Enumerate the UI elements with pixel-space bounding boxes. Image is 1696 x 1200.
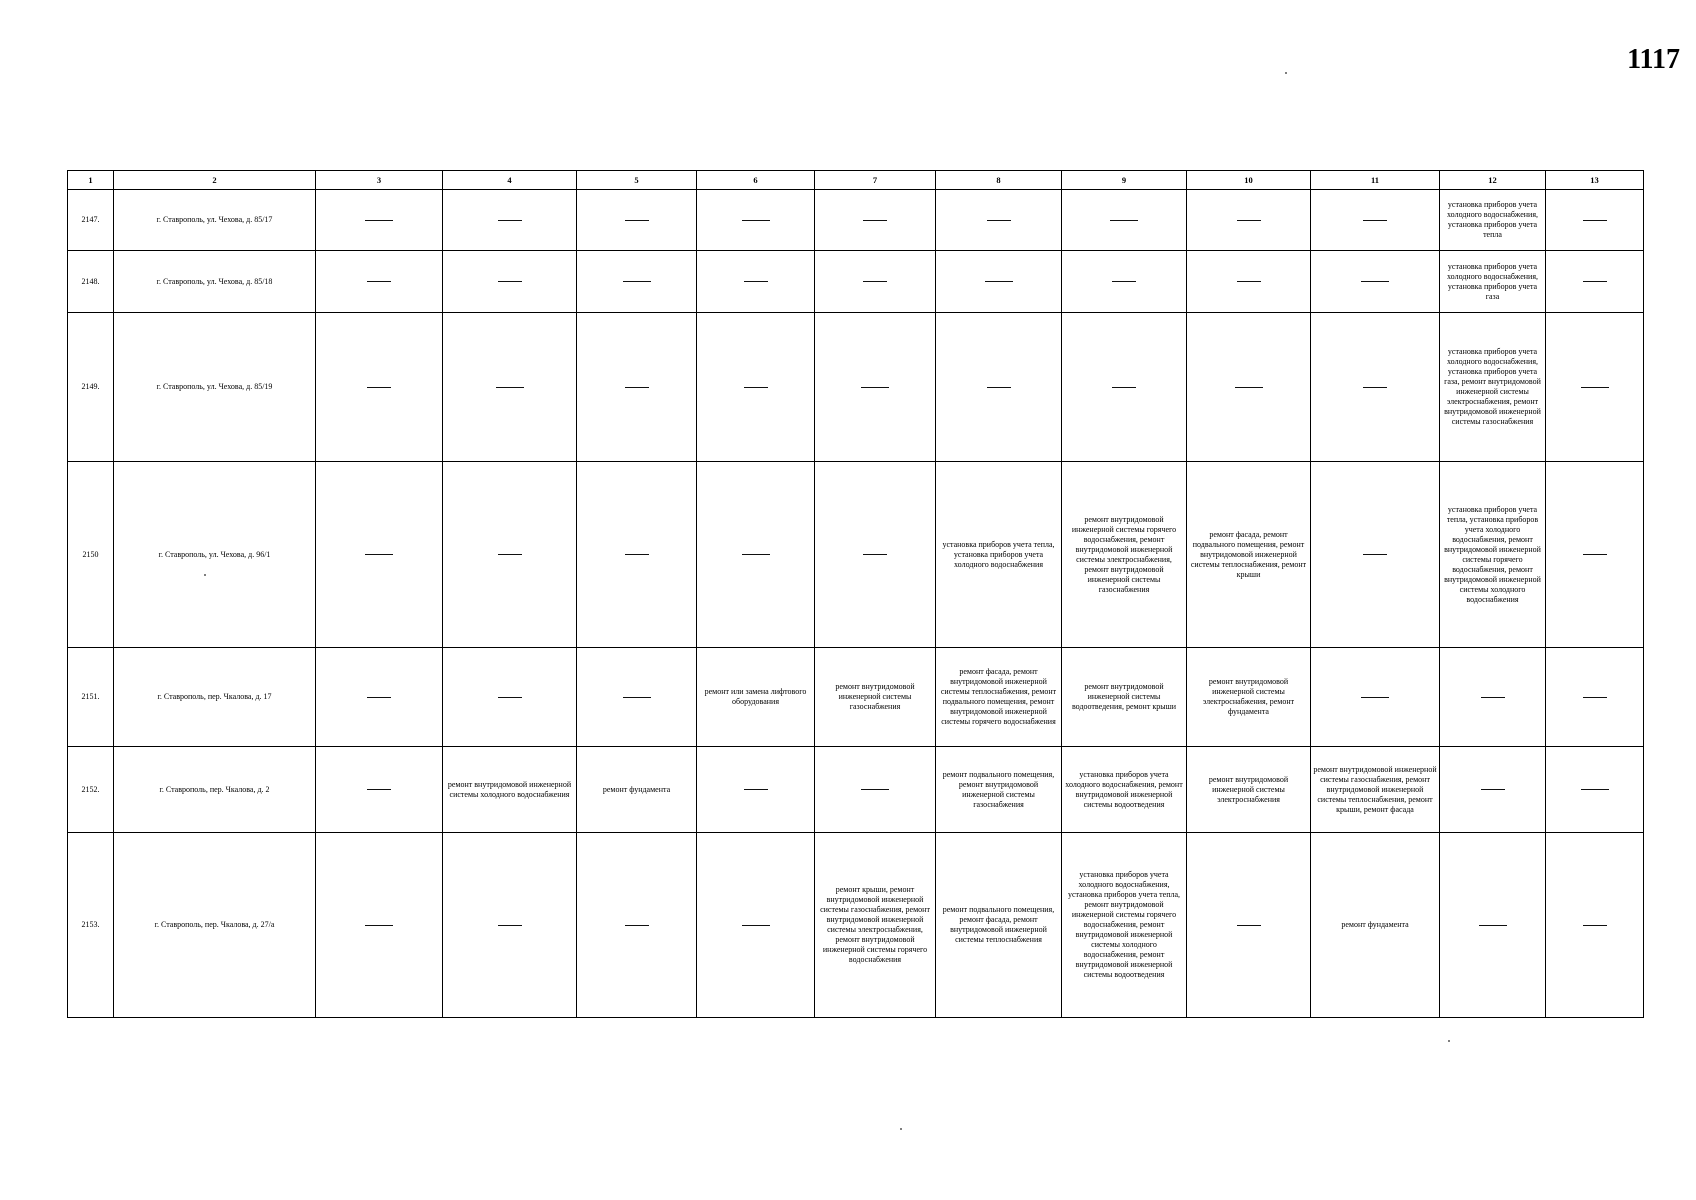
dash-mark bbox=[1237, 925, 1261, 926]
row-number: 2152. bbox=[68, 747, 114, 833]
dash-mark bbox=[365, 554, 393, 555]
empty-dash-cell bbox=[697, 833, 815, 1018]
work-description-cell: ремонт внутридомовой инженерной системы водоотведения, ремонт крыши bbox=[1062, 648, 1187, 747]
dash-mark bbox=[1481, 697, 1505, 698]
column-header: 9 bbox=[1062, 171, 1187, 190]
column-header: 13 bbox=[1546, 171, 1644, 190]
dash-mark bbox=[1583, 925, 1607, 926]
empty-dash-cell bbox=[316, 190, 443, 251]
empty-dash-cell bbox=[1546, 833, 1644, 1018]
address-cell: г. Ставрополь, ул. Чехова, д. 85/19 bbox=[114, 313, 316, 462]
table-row bbox=[68, 251, 1644, 313]
empty-dash-cell bbox=[697, 313, 815, 462]
dash-mark bbox=[365, 925, 393, 926]
dash-mark bbox=[367, 697, 391, 698]
dash-mark bbox=[1361, 697, 1389, 698]
empty-dash-cell bbox=[1311, 251, 1440, 313]
empty-dash-cell bbox=[577, 648, 697, 747]
empty-dash-cell bbox=[316, 313, 443, 462]
address-cell: г. Ставрополь, пер. Чкалова, д. 2 bbox=[114, 747, 316, 833]
dash-mark bbox=[987, 220, 1011, 221]
empty-dash-cell bbox=[577, 190, 697, 251]
empty-dash-cell bbox=[1546, 313, 1644, 462]
empty-dash-cell bbox=[577, 313, 697, 462]
dash-mark bbox=[625, 387, 649, 388]
dash-mark bbox=[1581, 789, 1609, 790]
dash-mark bbox=[744, 387, 768, 388]
dash-mark bbox=[1237, 281, 1261, 282]
row-number: 2153. bbox=[68, 833, 114, 1018]
dash-mark bbox=[1583, 281, 1607, 282]
work-description-cell: ремонт внутридомовой инженерной системы электроснабжения bbox=[1187, 747, 1311, 833]
row-number: 2147. bbox=[68, 190, 114, 251]
empty-dash-cell bbox=[936, 313, 1062, 462]
empty-dash-cell bbox=[936, 190, 1062, 251]
dash-mark bbox=[863, 220, 887, 221]
column-header: 7 bbox=[815, 171, 936, 190]
work-description-cell: ремонт подвального помещения, ремонт фасада, ремонт внутридомовой инженерной системы теплоснабжения bbox=[936, 833, 1062, 1018]
empty-dash-cell bbox=[443, 190, 577, 251]
empty-dash-cell bbox=[577, 251, 697, 313]
table-row bbox=[68, 462, 1644, 648]
empty-dash-cell bbox=[1546, 251, 1644, 313]
empty-dash-cell bbox=[1546, 648, 1644, 747]
empty-dash-cell bbox=[1311, 462, 1440, 648]
dash-mark bbox=[365, 220, 393, 221]
dash-mark bbox=[1581, 387, 1609, 388]
empty-dash-cell bbox=[1546, 190, 1644, 251]
dash-mark bbox=[625, 925, 649, 926]
work-description-cell: ремонт фасада, ремонт внутридомовой инженерной системы теплоснабжения, ремонт подвального помещения, ремонт внутридомовой инженерной системы горячего водоснабжения bbox=[936, 648, 1062, 747]
row-number: 2151. bbox=[68, 648, 114, 747]
repair-register-table bbox=[67, 170, 1644, 1018]
scan-speck bbox=[1285, 72, 1287, 74]
work-description-cell: ремонт крыши, ремонт внутридомовой инженерной системы газоснабжения, ремонт внутридомовой инженерной системы электроснабжения, ремонт внутридомовой инженерной системы горячего водоснабжения bbox=[815, 833, 936, 1018]
dash-mark bbox=[498, 697, 522, 698]
dash-mark bbox=[744, 281, 768, 282]
work-description-cell: ремонт подвального помещения, ремонт внутридомовой инженерной системы газоснабжения bbox=[936, 747, 1062, 833]
work-description-cell: ремонт фасада, ремонт подвального помещения, ремонт внутридомовой инженерной системы теплоснабжения, ремонт крыши bbox=[1187, 462, 1311, 648]
address-cell: г. Ставрополь, пер. Чкалова, д. 17 bbox=[114, 648, 316, 747]
empty-dash-cell bbox=[1311, 313, 1440, 462]
empty-dash-cell bbox=[1440, 747, 1546, 833]
work-description-cell: установка приборов учета тепла, установка приборов учета холодного водоснабжения bbox=[936, 462, 1062, 648]
empty-dash-cell bbox=[443, 648, 577, 747]
dash-mark bbox=[1583, 220, 1607, 221]
empty-dash-cell bbox=[577, 462, 697, 648]
empty-dash-cell bbox=[697, 747, 815, 833]
dash-mark bbox=[744, 789, 768, 790]
work-description-cell: установка приборов учета тепла, установка приборов учета холодного водоснабжения, ремонт внутридомовой инженерной системы горячего водоснабжения, ремонт внутридомовой инженерной системы холодного водоснабжения bbox=[1440, 462, 1546, 648]
table-row bbox=[68, 313, 1644, 462]
dash-mark bbox=[742, 925, 770, 926]
empty-dash-cell bbox=[316, 462, 443, 648]
dash-mark bbox=[367, 387, 391, 388]
empty-dash-cell bbox=[443, 313, 577, 462]
empty-dash-cell bbox=[1311, 648, 1440, 747]
dash-mark bbox=[1363, 554, 1387, 555]
empty-dash-cell bbox=[1187, 251, 1311, 313]
column-header: 4 bbox=[443, 171, 577, 190]
scan-speck bbox=[900, 1128, 902, 1130]
address-cell: г. Ставрополь, ул. Чехова, д. 96/1 bbox=[114, 462, 316, 648]
dash-mark bbox=[1112, 387, 1136, 388]
column-header: 12 bbox=[1440, 171, 1546, 190]
empty-dash-cell bbox=[1311, 190, 1440, 251]
table-row bbox=[68, 190, 1644, 251]
empty-dash-cell bbox=[1546, 462, 1644, 648]
empty-dash-cell bbox=[1187, 833, 1311, 1018]
dash-mark bbox=[496, 387, 524, 388]
work-description-cell: установка приборов учета холодного водоснабжения, установка приборов учета тепла bbox=[1440, 190, 1546, 251]
empty-dash-cell bbox=[1062, 251, 1187, 313]
work-description-cell: ремонт внутридомовой инженерной системы газоснабжения bbox=[815, 648, 936, 747]
table-row bbox=[68, 833, 1644, 1018]
empty-dash-cell bbox=[1440, 833, 1546, 1018]
empty-dash-cell bbox=[815, 462, 936, 648]
empty-dash-cell bbox=[443, 462, 577, 648]
dash-mark bbox=[498, 554, 522, 555]
empty-dash-cell bbox=[577, 833, 697, 1018]
empty-dash-cell bbox=[697, 251, 815, 313]
dash-mark bbox=[742, 554, 770, 555]
dash-mark bbox=[1112, 281, 1136, 282]
column-header: 8 bbox=[936, 171, 1062, 190]
dash-mark bbox=[1361, 281, 1389, 282]
work-description-cell: ремонт фундамента bbox=[577, 747, 697, 833]
column-header: 1 bbox=[68, 171, 114, 190]
dash-mark bbox=[367, 281, 391, 282]
work-description-cell: ремонт внутридомовой инженерной системы электроснабжения, ремонт фундамента bbox=[1187, 648, 1311, 747]
empty-dash-cell bbox=[815, 313, 936, 462]
dash-mark bbox=[1481, 789, 1505, 790]
empty-dash-cell bbox=[936, 251, 1062, 313]
address-cell: г. Ставрополь, ул. Чехова, д. 85/18 bbox=[114, 251, 316, 313]
address-cell: г. Ставрополь, пер. Чкалова, д. 27/а bbox=[114, 833, 316, 1018]
column-header: 11 bbox=[1311, 171, 1440, 190]
empty-dash-cell bbox=[1187, 190, 1311, 251]
dash-mark bbox=[1363, 220, 1387, 221]
dash-mark bbox=[861, 387, 889, 388]
address-cell: г. Ставрополь, ул. Чехова, д. 85/17 bbox=[114, 190, 316, 251]
dash-mark bbox=[987, 387, 1011, 388]
empty-dash-cell bbox=[1187, 313, 1311, 462]
dash-mark bbox=[625, 554, 649, 555]
page-number: 1117 bbox=[1627, 44, 1680, 75]
dash-mark bbox=[985, 281, 1013, 282]
work-description-cell: ремонт внутридомовой инженерной системы горячего водоснабжения, ремонт внутридомовой инженерной системы электроснабжения, ремонт внутридомовой инженерной системы газоснабжения bbox=[1062, 462, 1187, 648]
column-header: 3 bbox=[316, 171, 443, 190]
work-description-cell: установка приборов учета холодного водоснабжения, ремонт внутридомовой инженерной системы водоотведения bbox=[1062, 747, 1187, 833]
dash-mark bbox=[1479, 925, 1507, 926]
empty-dash-cell bbox=[316, 648, 443, 747]
scan-speck bbox=[1448, 1040, 1450, 1042]
empty-dash-cell bbox=[316, 747, 443, 833]
empty-dash-cell bbox=[1440, 648, 1546, 747]
empty-dash-cell bbox=[316, 251, 443, 313]
work-description-cell: ремонт или замена лифтового оборудования bbox=[697, 648, 815, 747]
dash-mark bbox=[1235, 387, 1263, 388]
dash-mark bbox=[498, 220, 522, 221]
row-number: 2149. bbox=[68, 313, 114, 462]
empty-dash-cell bbox=[815, 747, 936, 833]
empty-dash-cell bbox=[443, 833, 577, 1018]
dash-mark bbox=[863, 554, 887, 555]
empty-dash-cell bbox=[815, 251, 936, 313]
column-header: 6 bbox=[697, 171, 815, 190]
dash-mark bbox=[863, 281, 887, 282]
empty-dash-cell bbox=[1062, 313, 1187, 462]
work-description-cell: ремонт внутридомовой инженерной системы газоснабжения, ремонт внутридомовой инженерной системы теплоснабжения, ремонт крыши, ремонт фасада bbox=[1311, 747, 1440, 833]
empty-dash-cell bbox=[1546, 747, 1644, 833]
dash-mark bbox=[625, 220, 649, 221]
work-description-cell: ремонт фундамента bbox=[1311, 833, 1440, 1018]
dash-mark bbox=[623, 281, 651, 282]
dash-mark bbox=[1237, 220, 1261, 221]
empty-dash-cell bbox=[1062, 190, 1187, 251]
column-header: 2 bbox=[114, 171, 316, 190]
dash-mark bbox=[1583, 697, 1607, 698]
table-row bbox=[68, 747, 1644, 833]
dash-mark bbox=[498, 925, 522, 926]
scan-speck bbox=[204, 574, 206, 576]
dash-mark bbox=[1583, 554, 1607, 555]
empty-dash-cell bbox=[815, 190, 936, 251]
work-description-cell: установка приборов учета холодного водоснабжения, установка приборов учета газа, ремонт внутридомовой инженерной системы электроснабжения, ремонт внутридомовой инженерной системы газоснабжения bbox=[1440, 313, 1546, 462]
dash-mark bbox=[623, 697, 651, 698]
row-number: 2150 bbox=[68, 462, 114, 648]
empty-dash-cell bbox=[697, 462, 815, 648]
dash-mark bbox=[1363, 387, 1387, 388]
column-number-row bbox=[68, 171, 1644, 190]
dash-mark bbox=[742, 220, 770, 221]
empty-dash-cell bbox=[443, 251, 577, 313]
empty-dash-cell bbox=[697, 190, 815, 251]
row-number: 2148. bbox=[68, 251, 114, 313]
work-description-cell: ремонт внутридомовой инженерной системы холодного водоснабжения bbox=[443, 747, 577, 833]
work-description-cell: установка приборов учета холодного водоснабжения, установка приборов учета газа bbox=[1440, 251, 1546, 313]
dash-mark bbox=[498, 281, 522, 282]
work-description-cell: установка приборов учета холодного водоснабжения, установка приборов учета тепла, ремонт внутридомовой инженерной системы горячего водоснабжения, ремонт внутридомовой инженерной системы холодного водоснабжения, ремонт внутридомовой инженерной системы водоотведения bbox=[1062, 833, 1187, 1018]
column-header: 5 bbox=[577, 171, 697, 190]
dash-mark bbox=[367, 789, 391, 790]
column-header: 10 bbox=[1187, 171, 1311, 190]
table-row bbox=[68, 648, 1644, 747]
empty-dash-cell bbox=[316, 833, 443, 1018]
dash-mark bbox=[1110, 220, 1138, 221]
dash-mark bbox=[861, 789, 889, 790]
